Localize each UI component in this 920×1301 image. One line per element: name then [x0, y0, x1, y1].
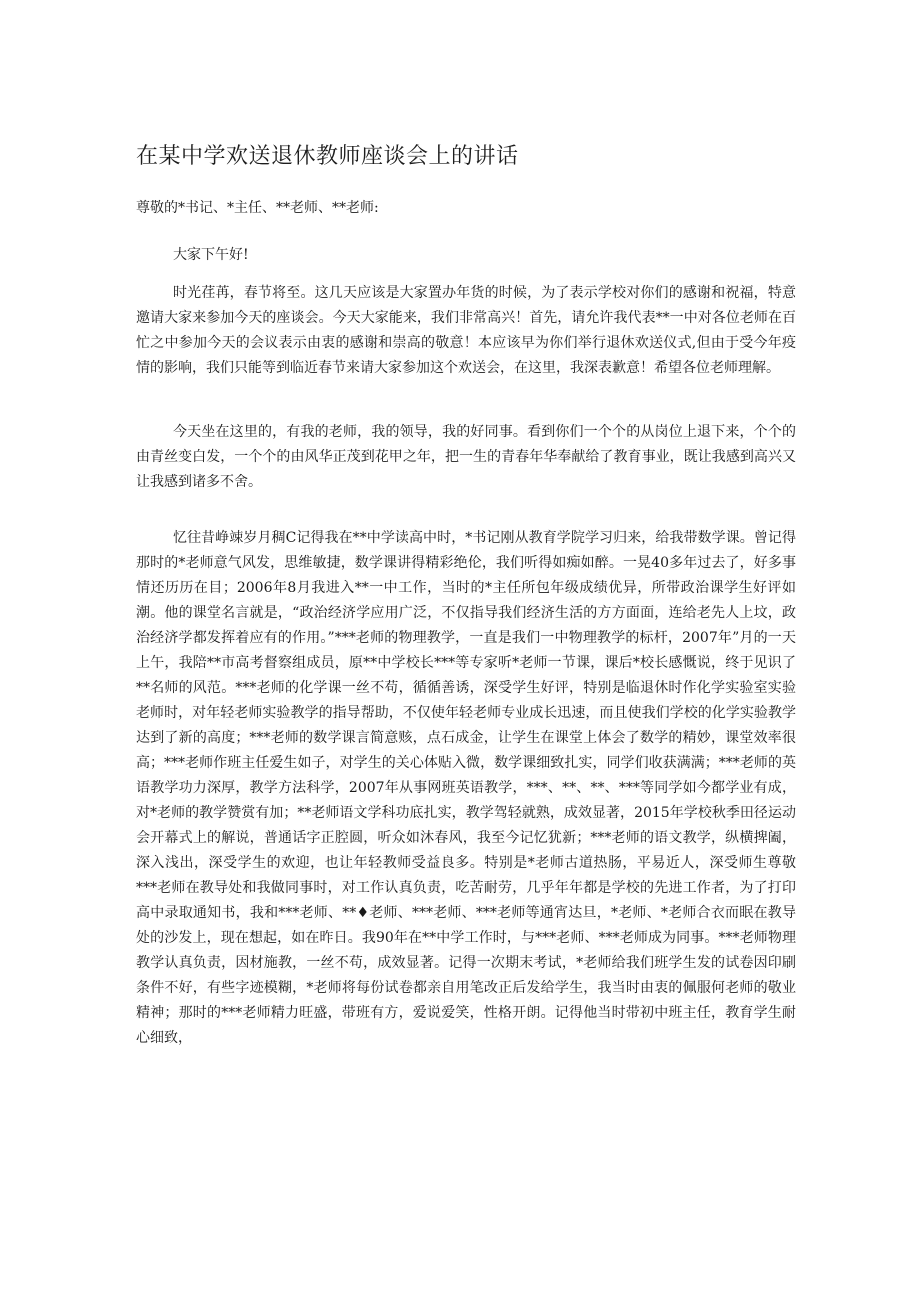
greeting-paragraph: 大家下午好! — [173, 247, 249, 263]
salutation: 尊敬的*书记、*主任、**老师、**老师: — [136, 200, 379, 216]
body-paragraph-1: 时光荏苒，春节将至。这几天应该是大家置办年货的时候，为了表示学校对你们的感谢和祝福，特意邀请大家来参加今天的座谈会。今天大家能来，我们非常高兴！首先，请允许我代表**一中对各位老师在百忙之中参加今天的会议表示由衷的感谢和崇高的敬意！本应该早为你们举行退休欢送仪式,但由于受今年疫情的影响，我们只能等到临近春节来请大家参加这个欢送会，在这里，我深表歉意！希望各位老师理解。 — [136, 285, 796, 376]
body-paragraph-3: 忆往昔峥竦岁月稠C记得我在**中学读高中时，*书记刚从教育学院学习归来，给我带数学课。曾记得那时的*老师意气风发，思维敏捷，数学课讲得精彩绝伦，我们听得如痴如醉。一晃40多年过去了，好多事情还历历在目；2006年8月我进入**一中工作，当时的*主任所包年级成绩优异，所带政治课学生好评如潮。他的课堂名言就是，“政治经济学应用广泛，不仅指导我们经济生活的方方面面，连给老先人上坟，政治经济学都发挥着应有的作用。”***老师的物理教学，一直是我们一中物理教学的标杆，2007年”月的一天上午，我陪**市高考督察组成员，原**中学校长***等专家听*老师一节课，课后*校长感慨说，终于见识了**名师的风范。***老师的化学课一丝不苟，循循善诱，深受学生好评，特别是临退休时作化学实验室实验老师时，对年轻老师实验教学的指导帮助，不仅使年轻老师专业成长迅速，而且使我们学校的化学实验教学达到了新的高度；***老师的数学课言简意赅，点石成金，让学生在课堂上体会了数学的精妙，课堂效率很高；***老师作班主任爱生如子，对学生的关心体贴入微，数学课细致扎实，同学们收获满满；***老师的英语教学功力深厚，教学方法科学，2007年从事网班英语教学，***、**、**、***等同学如今都学业有成，对*老师的教学赞赏有加；**老师语文学科功底扎实，教学驾轻就熟，成效显著，2015年学校秋季田径运动会开幕式上的解说，普通话字正腔圆，听众如沐春风，我至今记忆犹新；***老师的语文教学，纵横捭阖，深入浅出，深受学生的欢迎，也让年轻教师受益良多。特别是*老师古道热肠，平易近人，深受师生尊敬 ***老师在教导处和我做同事时，对工作认真负责，吃苦耐劳，几乎年年都是学校的先进工作者，为了打印高中录取通知书，我和***老师、**♦老师、***老师、***老师等通宵达旦，*老师、*老师合衣而眠在教导处的沙发上，现在想起，如在昨日。我90年在**中学工作时，与***老师、***老师成为同事。***老师物理教学认真负责，因材施教，一丝不苟，成效显著。记得一次期末考试，*老师给我们班学生发的试卷因印刷条件不好，有些字迹模糊，*老师将每份试卷都亲自用笔改正后发给学生，我当时由衷的佩服何老师的敬业精神；那时的***老师精力旺盛，带班有方，爱说爱笑，性格开朗。记得他当时带初中班主任，教育学生耐心细致， — [136, 530, 796, 1046]
body-paragraph-2: 今天坐在这里的，有我的老师，我的领导，我的好同事。看到你们一个个的从岗位上退下来，个个的由青丝变白发，一个个的由风华正茂到花甲之年，把一生的青春年华奉献给了教育事业，既让我感到高兴又让我感到诸多不舍。 — [136, 424, 796, 490]
document-title: 在某中学欢送退休教师座谈会上的讲话 — [136, 144, 519, 169]
